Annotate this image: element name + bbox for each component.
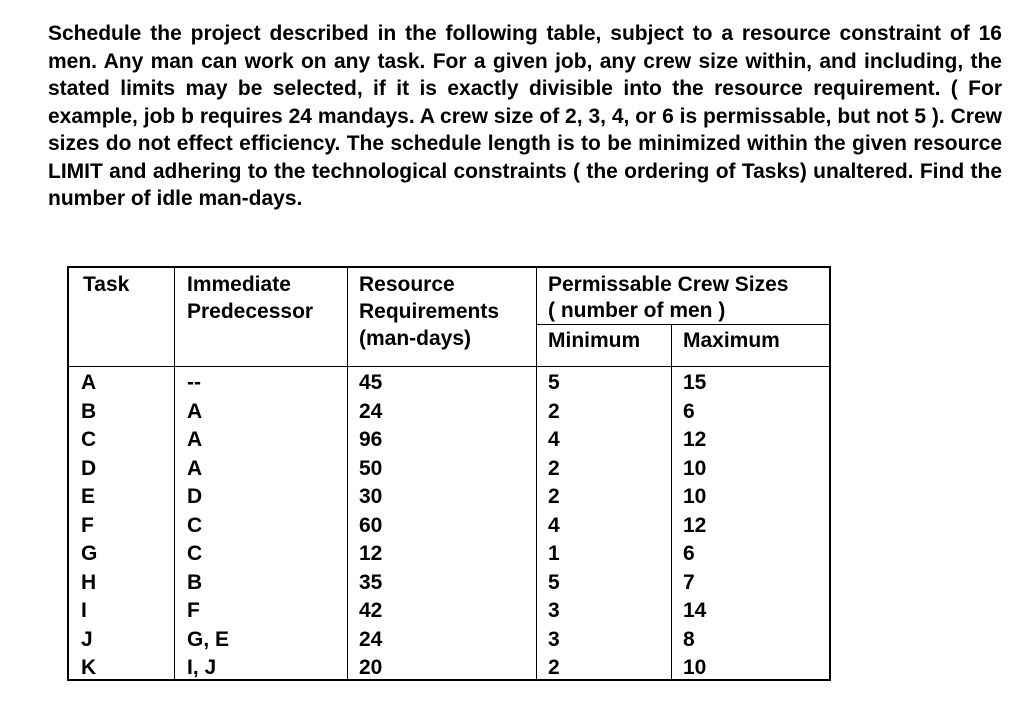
header-minimum: Minimum xyxy=(548,329,641,352)
cell-max-crew: 6 xyxy=(683,542,695,565)
header-divider xyxy=(69,366,829,367)
cell-predecessor: B xyxy=(187,570,203,594)
cell-min-crew: 3 xyxy=(548,627,560,651)
cell-min-crew: 2 xyxy=(548,485,560,508)
cell-min-crew: 2 xyxy=(548,399,560,423)
column-divider xyxy=(671,325,672,679)
cell-task: B xyxy=(81,399,97,423)
header-crew-line1: Permissable Crew Sizes xyxy=(548,273,789,296)
cell-resource: 60 xyxy=(359,513,383,537)
cell-resource: 12 xyxy=(359,542,383,565)
cell-min-crew: 3 xyxy=(548,599,560,622)
cell-predecessor: C xyxy=(187,513,203,537)
column-divider xyxy=(347,268,348,679)
cell-resource: 30 xyxy=(359,485,383,508)
cell-predecessor: C xyxy=(187,542,203,565)
task-table xyxy=(67,266,831,681)
cell-task: K xyxy=(81,656,97,679)
header-resource-line3: (man-days) xyxy=(359,327,472,350)
cell-min-crew: 1 xyxy=(548,542,560,565)
column-divider xyxy=(174,268,175,679)
cell-resource: 45 xyxy=(359,371,383,394)
cell-min-crew: 4 xyxy=(548,428,560,451)
cell-task: A xyxy=(81,371,97,394)
cell-task: H xyxy=(81,570,97,594)
cell-task: C xyxy=(81,428,97,451)
cell-resource: 24 xyxy=(359,627,383,651)
cell-max-crew: 14 xyxy=(683,599,707,622)
cell-max-crew: 10 xyxy=(683,485,707,508)
cell-resource: 50 xyxy=(359,456,383,480)
cell-resource: 96 xyxy=(359,428,383,451)
cell-predecessor: I, J xyxy=(187,656,217,679)
cell-task: I xyxy=(81,599,87,622)
cell-predecessor: G, E xyxy=(187,627,230,651)
cell-max-crew: 7 xyxy=(683,570,695,594)
cell-task: J xyxy=(81,627,93,651)
cell-resource: 42 xyxy=(359,599,383,622)
cell-max-crew: 10 xyxy=(683,656,707,679)
cell-predecessor: A xyxy=(187,428,203,451)
header-resource-line2: Requirements xyxy=(359,300,500,323)
cell-max-crew: 12 xyxy=(683,428,707,451)
cell-min-crew: 5 xyxy=(548,570,560,594)
cell-max-crew: 15 xyxy=(683,371,707,394)
cell-min-crew: 4 xyxy=(548,513,560,537)
column-divider xyxy=(536,268,537,679)
cell-min-crew: 2 xyxy=(548,656,560,679)
cell-task: G xyxy=(81,542,98,565)
header-maximum: Maximum xyxy=(683,329,780,352)
cell-min-crew: 5 xyxy=(548,371,560,394)
header-predecessor-line2: Predecessor xyxy=(187,300,314,323)
cell-predecessor: F xyxy=(187,599,200,622)
cell-max-crew: 10 xyxy=(683,456,707,480)
cell-task: E xyxy=(81,485,96,508)
header-predecessor-line1: Immediate xyxy=(187,273,291,296)
header-task: Task xyxy=(83,273,130,296)
cell-max-crew: 6 xyxy=(683,399,695,423)
cell-predecessor: A xyxy=(187,399,203,423)
cell-task: D xyxy=(81,456,97,480)
cell-resource: 24 xyxy=(359,399,383,423)
cell-predecessor: A xyxy=(187,456,203,480)
header-crew-line2: ( number of men ) xyxy=(548,299,726,322)
header-resource-line1: Resource xyxy=(359,273,455,296)
cell-min-crew: 2 xyxy=(548,456,560,480)
cell-max-crew: 8 xyxy=(683,627,695,651)
row-divider xyxy=(536,324,829,325)
problem-statement: Schedule the project described in the following table, subject to a resource constraint of 16 men. Any man can work on any task. For a given job, any crew size within, and including, the stated limits may be selected, if it is exactly divisible into the resource requirement. ( For example, job b requires 24 mandays. A crew size of 2, 3, 4, or 6 is permissable, but not 5 ). Crew sizes do not effect efficiency. The schedule length is to be minimized within the given resource LIMIT and adhering to the technological constraints ( the ordering of Tasks) unaltered. Find the number of idle man-days. xyxy=(48,22,1002,210)
cell-resource: 35 xyxy=(359,570,383,594)
cell-task: F xyxy=(81,513,94,537)
cell-max-crew: 12 xyxy=(683,513,707,537)
cell-predecessor: D xyxy=(187,485,203,508)
cell-resource: 20 xyxy=(359,656,383,679)
cell-predecessor: -- xyxy=(187,371,201,394)
